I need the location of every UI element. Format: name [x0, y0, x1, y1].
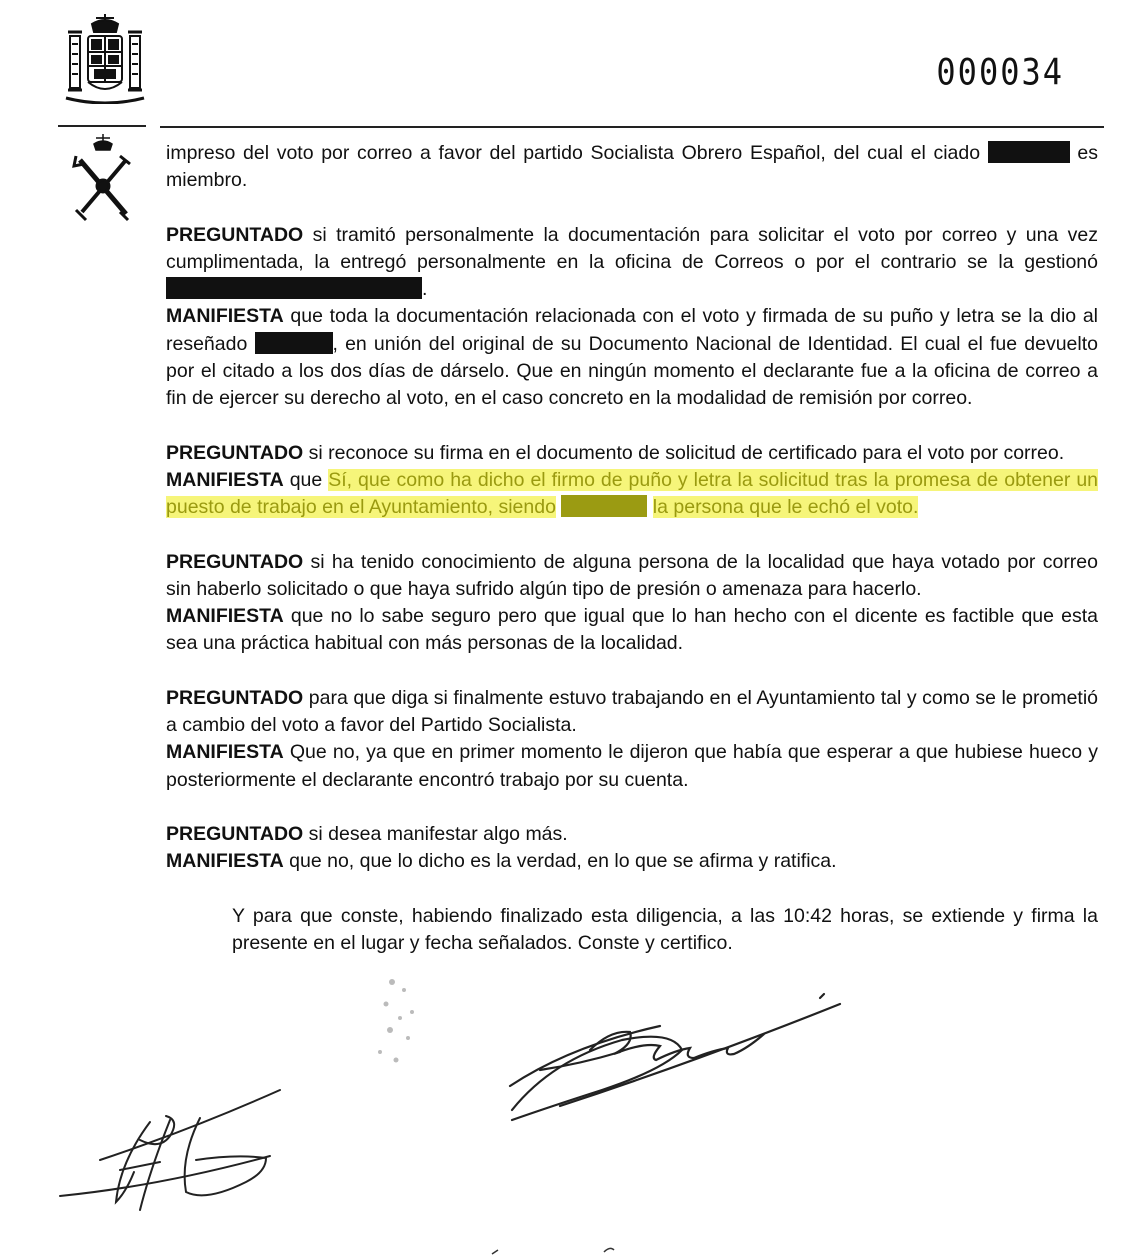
question-text: si reconoce su firma en el documento de solicitud de certificado para el voto por correo.	[308, 441, 1065, 464]
faint-stamp-icon	[378, 979, 414, 1063]
highlighted-text: Sí, que como ha dicho el firmo de puño y letra la solicitud tras la promesa de obtener un puesto de trabajo en el Ayuntamiento, siendo	[166, 468, 1099, 519]
question-label: PREGUNTADO	[166, 686, 304, 709]
guardia-civil-emblem-icon	[70, 132, 136, 224]
answer-text: que no lo sabe seguro pero que igual que lo han hecho con el dicente es factible que esta sea una práctica habitual con más personas de la localidad.	[166, 605, 1098, 655]
spain-coat-of-arms-icon	[62, 14, 148, 104]
answer-label: MANIFIESTA	[166, 605, 284, 628]
intro-text: impreso del voto por correo a favor del partido Socialista Obrero Español, del cual el ciado	[166, 142, 981, 164]
answer-1	[166, 303, 1098, 412]
signatures-area	[0, 960, 1148, 1258]
answer-text: que no, que lo dicho es la verdad, en lo que se afirma y ratifica.	[289, 850, 837, 873]
redaction-box	[561, 495, 647, 517]
answer-2	[166, 467, 1098, 522]
closing-paragraph: Y para que conste, habiendo finalizado esta diligencia, a las 10:42 horas, se extiende y firma la presente en el lugar y fecha señalados. Conste y certifico.	[232, 904, 1098, 954]
answer-text-end: , en unión del original de su Documento Nacional de Identidad. El cual el fue devuelto por el citado a los dos días de dárselo. Que en ningún momento el declarante fue a la oficina de correo a fin de ejercer su derecho al voto, en el caso concreto en la modalidad de remisión por correo.	[166, 332, 1099, 410]
question-label: PREGUNTADO	[166, 223, 304, 246]
question-text: si desea manifestar algo más.	[308, 822, 568, 845]
answer-label: MANIFIESTA	[166, 468, 284, 491]
question-text-end: .	[422, 278, 428, 301]
answer-label: MANIFIESTA	[166, 305, 284, 328]
answer-3	[166, 603, 1098, 658]
redaction-box	[255, 332, 333, 354]
question-2	[166, 440, 1098, 467]
highlighted-text-end: la persona que le echó el voto.	[652, 496, 919, 519]
question-label: PREGUNTADO	[166, 441, 304, 464]
intro-paragraph	[166, 140, 1098, 195]
answer-label: MANIFIESTA	[166, 741, 284, 764]
question-1	[166, 222, 1098, 304]
answer-5	[166, 848, 1098, 875]
question-text: si ha tenido conocimiento de alguna persona de la localidad que haya votado por correo sin haberlo solicitado o que haya sufrido algún tipo de presión o amenaza para hacerlo.	[166, 550, 1098, 600]
answer-text: que toda la documentación relacionada con el voto y firmada de su puño y letra se la dio al reseñado	[166, 305, 1099, 355]
handwritten-signature-icon	[510, 994, 840, 1120]
question-text: si tramitó personalmente la documentación para solicitar el voto por correo y una vez cumplimentada, la entregó personalmente en la oficina de Correos o por el contrario se la gestionó	[166, 223, 1098, 273]
redaction-box	[988, 141, 1070, 163]
page-fragment-marks	[492, 1248, 614, 1254]
question-3	[166, 549, 1098, 604]
question-5	[166, 821, 1098, 848]
question-4	[166, 685, 1098, 740]
header-rule-left	[58, 125, 146, 127]
document-number: 000034	[936, 50, 1064, 94]
header-rule	[160, 126, 1104, 128]
declaration-body	[166, 140, 1098, 957]
handwritten-signature-icon	[60, 1090, 280, 1210]
answer-4	[166, 739, 1098, 794]
intro-text-end: es miembro.	[166, 142, 1099, 192]
answer-label: MANIFIESTA	[166, 850, 284, 873]
question-label: PREGUNTADO	[166, 822, 304, 845]
question-text: para que diga si finalmente estuvo trabajando en el Ayuntamiento tal y como se le prometió a cambio del voto a favor del Partido Socialista.	[166, 686, 1099, 737]
redaction-box	[166, 277, 422, 299]
answer-text: que	[289, 468, 323, 491]
question-label: PREGUNTADO	[166, 550, 304, 573]
answer-text: Que no, ya que en primer momento le dijeron que había que esperar a que hubiese hueco y posteriormente el declarante encontró trabajo por su cuenta.	[166, 741, 1098, 791]
